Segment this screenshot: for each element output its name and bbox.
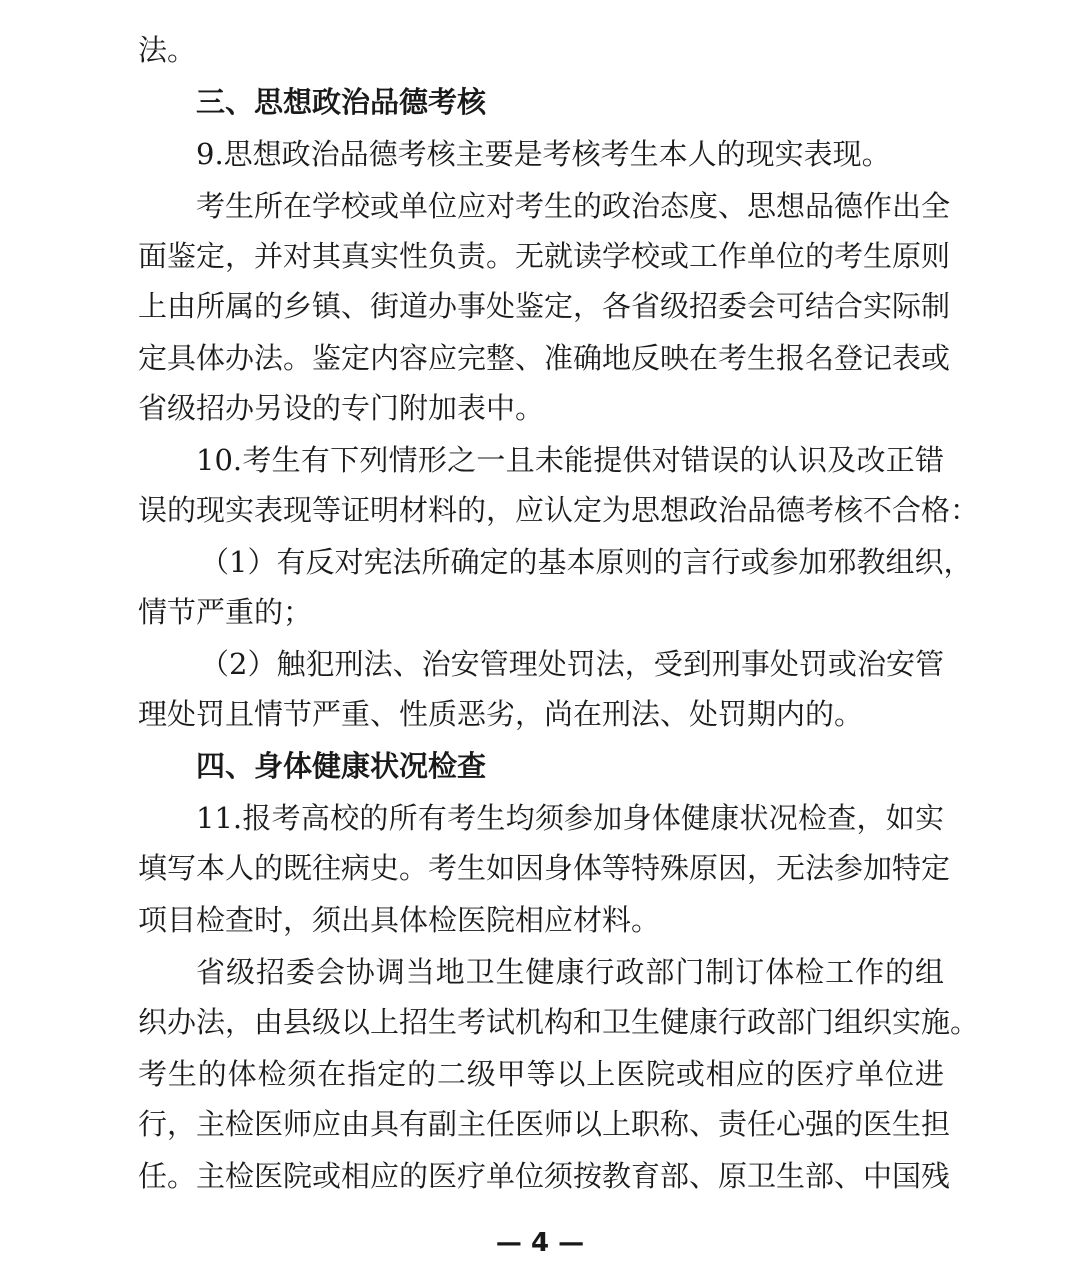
text-line: （1）有反对宪法所确定的基本原则的言行或参加邪教组织，: [200, 545, 973, 579]
text-line: 10.考生有下列情形之一且未能提供对错误的认识及改正错: [196, 443, 944, 477]
text-line: （2）触犯刑法、治安管理处罚法，受到刑事处罚或治安管: [200, 647, 944, 681]
text-line: 填写本人的既往病史。考生如因身体等特殊原因，无法参加特定: [138, 851, 951, 885]
text-line: 项目检查时，须出具体检医院相应材料。: [138, 903, 661, 937]
text-line: 任。主检医院或相应的医疗单位须按教育部、原卫生部、中国残: [138, 1159, 951, 1193]
text-line: 误的现实表现等证明材料的，应认定为思想政治品德考核不合格：: [138, 493, 980, 527]
section-heading: 三、思想政治品德考核: [196, 85, 487, 119]
text-line: 省级招办另设的专门附加表中。: [138, 391, 545, 425]
text-line: 考生所在学校或单位应对考生的政治态度、思想品德作出全: [196, 189, 951, 223]
text-line: 行，主检医师应由具有副主任医师以上职称、责任心强的医生担: [138, 1107, 951, 1141]
text-line: 法。: [138, 33, 197, 67]
text-line: 定具体办法。鉴定内容应完整、准确地反映在考生报名登记表或: [138, 341, 951, 375]
page-number: — 4 —: [495, 1228, 585, 1258]
text-line: 情节严重的；: [138, 595, 313, 629]
text-line: 理处罚且情节严重、性质恶劣，尚在刑法、处罚期内的。: [138, 697, 864, 731]
text-line: 9.思想政治品德考核主要是考核考生本人的现实表现。: [196, 137, 891, 171]
text-line: 上由所属的乡镇、街道办事处鉴定，各省级招委会可结合实际制: [138, 289, 951, 323]
text-line: 省级招委会协调当地卫生健康行政部门制订体检工作的组: [196, 955, 944, 989]
text-line: 织办法，由县级以上招生考试机构和卫生健康行政部门组织实施。: [138, 1005, 980, 1039]
text-line: 11.报考高校的所有考生均须参加身体健康状况检查，如实: [196, 801, 944, 835]
text-line: 考生的体检须在指定的二级甲等以上医院或相应的医疗单位进: [138, 1057, 944, 1091]
text-line: 面鉴定，并对其真实性负责。无就读学校或工作单位的考生原则: [138, 239, 951, 273]
section-heading: 四、身体健康状况检查: [196, 749, 487, 783]
